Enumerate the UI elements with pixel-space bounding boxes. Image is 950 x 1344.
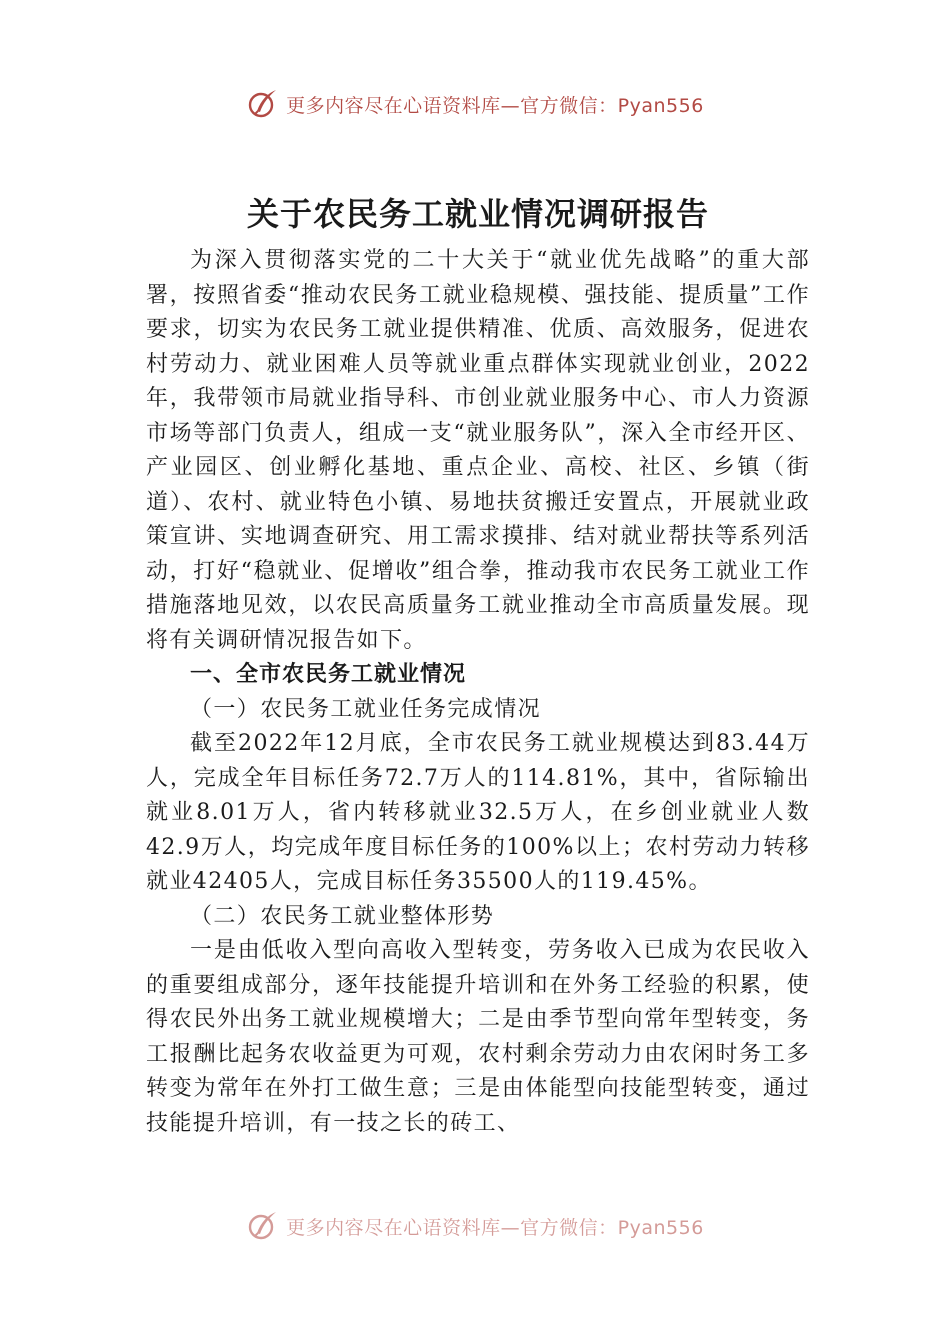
document-title: 关于农民务工就业情况调研报告: [246, 195, 709, 233]
subsection-paragraph-2: 一是由低收入型向高收入型转变，劳务收入已成为农民收入的重要组成部分，逐年技能提升培训和在外务工经验的积累，使得农民外出务工就业规模增大；二是由季节型向常年型转变，务工报酬比起务农收益更为可观，农村剩余劳动力由农闲时务工多转变为常年在外打工做生意；三是由体能型向技能型转变，通过技能提升培训，有一技之长的砖工、: [146, 938, 810, 1136]
subsection-heading-2: （二）农民务工就业整体形势: [190, 903, 495, 929]
subsection-paragraph-1: 截至2022年12月底，全市农民务工就业规模达到83.44万人，完成全年目标任务72.7万人的114.81%，其中，省际输出就业8.01万人，省内转移就业32.5万人，在乡创业就业人数42.9万人，均完成年度目标任务的100%以上；农村劳动力转移就业42405人，完成目标任务35500人的119.45%。: [146, 731, 810, 894]
feather-pen-logo-icon: [246, 1209, 280, 1243]
watermark-text: 更多内容尽在心语资料库—官方微信：Pyan556: [286, 94, 704, 117]
section-heading-1: 一、全市农民务工就业情况: [190, 662, 467, 687]
document-body: [146, 192, 810, 1210]
feather-pen-logo-icon: [246, 87, 280, 121]
document-text-area: [146, 192, 810, 1210]
intro-paragraph: 为深入贯彻落实党的二十大关于“就业优先战略”的重大部署，按照省委“推动农民务工就业稳规模、强技能、提质量”工作要求，切实为农民务工就业提供精准、优质、高效服务，促进农村劳动力、就业困难人员等就业重点群体实现就业创业，2022年，我带领市局就业指导科、市创业就业服务中心、市人力资源市场等部门负责人，组成一支“就业服务队”，深入全市经开区、产业园区、创业孵化基地、重点企业、高校、社区、乡镇（街道）、农村、就业特色小镇、易地扶贫搬迁安置点，开展就业政策宣讲、实地调查研究、用工需求摸排、结对就业帮扶等系列活动，打好“稳就业、促增收”组合拳，推动我市农民务工就业工作措施落地见效，以农民高质量务工就业推动全市高质量发展。现将有关调研情况报告如下。: [146, 248, 810, 653]
subsection-heading-1: （一）农民务工就业任务完成情况: [190, 696, 542, 722]
watermark-header: [0, 84, 950, 124]
watermark-text: 更多内容尽在心语资料库—官方微信：Pyan556: [286, 1216, 704, 1239]
watermark-footer: [0, 1206, 950, 1246]
